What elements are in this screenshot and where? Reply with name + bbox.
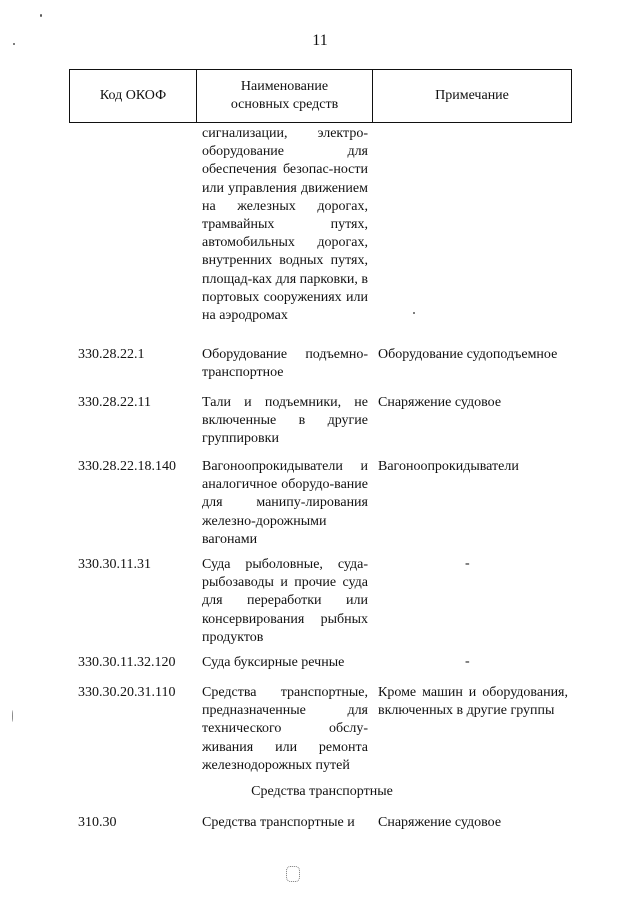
row-code: 330.30.20.31.110	[78, 685, 176, 700]
row-code: 330.28.22.11	[78, 395, 151, 410]
row-name: Средства транспортные, предназначенные для технического обслу-живания или ремонта железнодорожных путей	[202, 685, 368, 773]
row-name: Оборудование подъемно-транспортное	[202, 347, 368, 381]
row-note: -	[465, 654, 470, 669]
section-heading: Средства транспортные	[251, 784, 393, 799]
page-number: 11	[312, 32, 328, 49]
row-name: Суда рыболовные, суда-рыбозаводы и прочие суда для переработки или консервирования рыбных продуктов	[202, 557, 368, 645]
row-name: Суда буксирные речные	[202, 655, 345, 670]
scan-speck	[13, 43, 15, 45]
row-code: 310.30	[78, 815, 117, 830]
row-code: 330.30.11.31	[78, 557, 151, 572]
row-name: Тали и подъемники, не включенные в другие группировки	[202, 395, 368, 447]
row-code: 330.28.22.1	[78, 347, 145, 362]
scan-speck	[413, 312, 415, 314]
scan-speck	[286, 866, 300, 882]
row-code: 330.30.11.32.120	[78, 655, 176, 670]
row-note: Вагоноопрокидыватели	[378, 459, 519, 474]
row-code: 330.28.22.18.140	[78, 459, 176, 474]
row-note: Снаряжение судовое	[378, 395, 502, 410]
header-name	[197, 70, 373, 122]
table-header	[69, 69, 572, 123]
row-note: -	[465, 556, 470, 571]
scan-speck	[40, 14, 42, 17]
header-name-label: Наименование основных средств	[230, 79, 339, 112]
header-code: Код ОКОФ	[70, 70, 197, 122]
row-note: Снаряжение судовое	[378, 815, 502, 830]
row-name: Вагоноопрокидыватели и аналогичное оборудо-вание для манипу-лирования железно-дорожными вагонами	[202, 459, 368, 547]
header-note: Примечание	[435, 88, 509, 103]
row-note: Кроме машин и оборудования, включенных в другие группы	[378, 685, 568, 719]
continuation-name: сигнализации, электро-оборудование для обеспечения безопас-ности или управления движением на железных дорогах, трамвайных путях, автомобильных дорогах, внутренних водных путях, площад-ках для парковки, в портовых сооружениях или на аэродромах	[202, 126, 368, 324]
row-name: Средства транспортные и	[202, 815, 355, 830]
scan-speck	[12, 710, 13, 722]
row-note: Оборудование судоподъемное	[378, 347, 558, 362]
